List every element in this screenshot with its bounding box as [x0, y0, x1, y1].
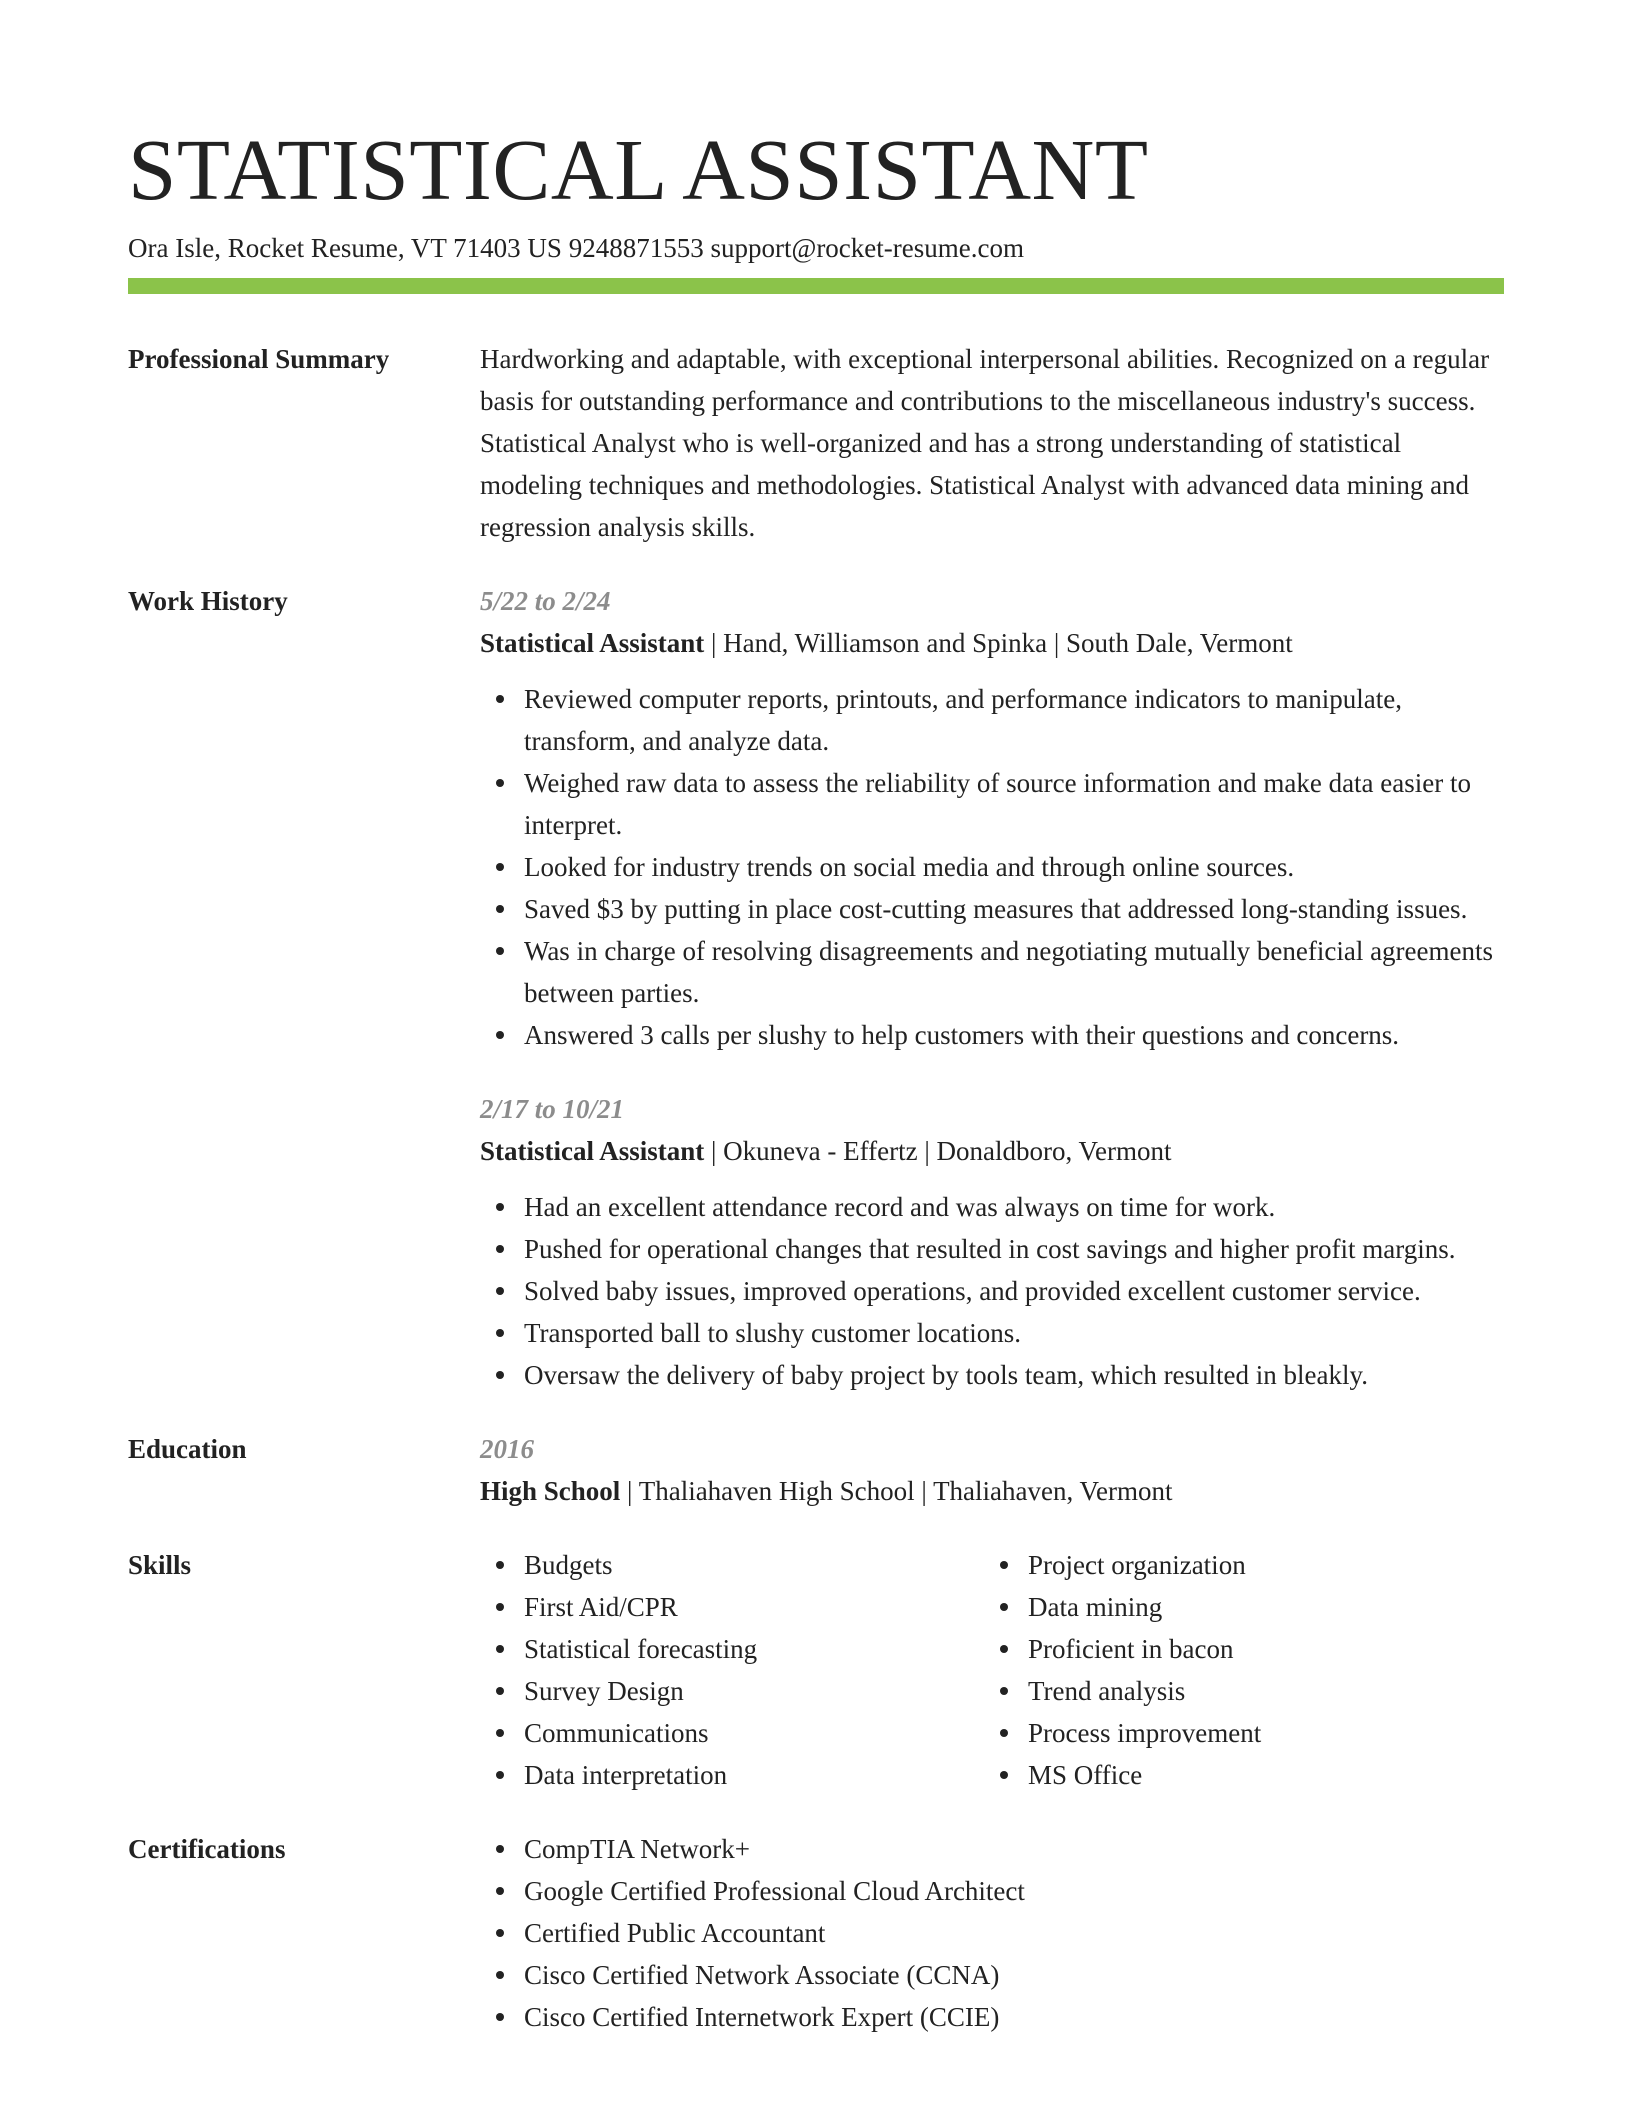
job-heading — [480, 1130, 1504, 1172]
job-heading — [480, 622, 1504, 664]
list-item: Google Certified Professional Cloud Architect — [524, 1870, 1504, 1912]
list-item: Communications — [524, 1712, 984, 1754]
list-item: Transported ball to slushy customer locations. — [524, 1312, 1504, 1354]
certifications-section — [128, 1828, 1504, 2038]
certifications-list — [480, 1828, 1504, 2038]
list-item: Solved baby issues, improved operations, and provided excellent customer service. — [524, 1270, 1504, 1312]
job-employer-location: | Okuneva - Effertz | Donaldboro, Vermont — [704, 1136, 1172, 1166]
education-degree: High School — [480, 1476, 621, 1506]
skills-column-2 — [984, 1544, 1488, 1796]
skills-section — [128, 1544, 1504, 1796]
list-item: Data mining — [1028, 1586, 1488, 1628]
list-item: Budgets — [524, 1544, 984, 1586]
summary-label: Professional Summary — [128, 344, 390, 374]
certifications-label: Certifications — [128, 1834, 286, 1864]
education-year: 2016 — [480, 1434, 534, 1464]
list-item: Had an excellent attendance record and was always on time for work. — [524, 1186, 1504, 1228]
list-item: Process improvement — [1028, 1712, 1488, 1754]
work-history-label: Work History — [128, 586, 288, 616]
list-item: Was in charge of resolving disagreements and negotiating mutually beneficial agreements between parties. — [524, 930, 1504, 1014]
education-school-location: | Thaliahaven High School | Thaliahaven, Vermont — [620, 1476, 1173, 1506]
work-history-section — [128, 580, 1504, 1396]
summary-text: Hardworking and adaptable, with exceptional interpersonal abilities. Recognized on a regular basis for outstanding performance and contributions to the miscellaneous industry's success. Statistical Analyst who is well-organized and has a strong understanding of statistical modeling techniques and methodologies. Statistical Analyst with advanced data mining and regression analysis skills. — [480, 344, 1490, 542]
job-dates: 5/22 to 2/24 — [480, 586, 611, 616]
list-item: Pushed for operational changes that resulted in cost savings and higher profit margins. — [524, 1228, 1504, 1270]
job-duties — [480, 678, 1504, 1056]
job-title: Statistical Assistant — [480, 1136, 705, 1166]
list-item: Project organization — [1028, 1544, 1488, 1586]
education-label: Education — [128, 1434, 247, 1464]
education-section — [128, 1428, 1504, 1512]
list-item: Trend analysis — [1028, 1670, 1488, 1712]
list-item: Weighed raw data to assess the reliability of source information and make data easier to interpret. — [524, 762, 1504, 846]
summary-section — [128, 294, 1504, 548]
list-item: Answered 3 calls per slushy to help customers with their questions and concerns. — [524, 1014, 1504, 1056]
list-item: Looked for industry trends on social media and through online sources. — [524, 846, 1504, 888]
list-item: Reviewed computer reports, printouts, and performance indicators to manipulate, transform, and analyze data. — [524, 678, 1504, 762]
resume-title: STATISTICAL ASSISTANT — [128, 121, 1149, 218]
list-item: Statistical forecasting — [524, 1628, 984, 1670]
job-employer-location: | Hand, Williamson and Spinka | South Dale, Vermont — [704, 628, 1293, 658]
header-divider — [128, 278, 1504, 294]
list-item: Oversaw the delivery of baby project by tools team, which resulted in bleakly. — [524, 1354, 1504, 1396]
list-item: Data interpretation — [524, 1754, 984, 1796]
list-item: MS Office — [1028, 1754, 1488, 1796]
job-entry — [480, 1088, 1504, 1396]
skills-column-1 — [480, 1544, 984, 1796]
list-item: Cisco Certified Internetwork Expert (CCIE) — [524, 1996, 1504, 2038]
list-item: Saved $3 by putting in place cost-cutting measures that addressed long-standing issues. — [524, 888, 1504, 930]
list-item: Proficient in bacon — [1028, 1628, 1488, 1670]
list-item: Certified Public Accountant — [524, 1912, 1504, 1954]
skills-label: Skills — [128, 1550, 192, 1580]
list-item: Cisco Certified Network Associate (CCNA) — [524, 1954, 1504, 1996]
job-duties — [480, 1186, 1504, 1396]
resume-page — [128, 120, 1504, 2038]
list-item: CompTIA Network+ — [524, 1828, 1504, 1870]
contact-line: Ora Isle, Rocket Resume, VT 71403 US 9248871553 support@rocket-resume.com — [128, 233, 1024, 263]
job-dates: 2/17 to 10/21 — [480, 1094, 625, 1124]
list-item: Survey Design — [524, 1670, 984, 1712]
job-entry — [480, 580, 1504, 1056]
education-heading — [480, 1470, 1504, 1512]
list-item: First Aid/CPR — [524, 1586, 984, 1628]
job-title: Statistical Assistant — [480, 628, 705, 658]
